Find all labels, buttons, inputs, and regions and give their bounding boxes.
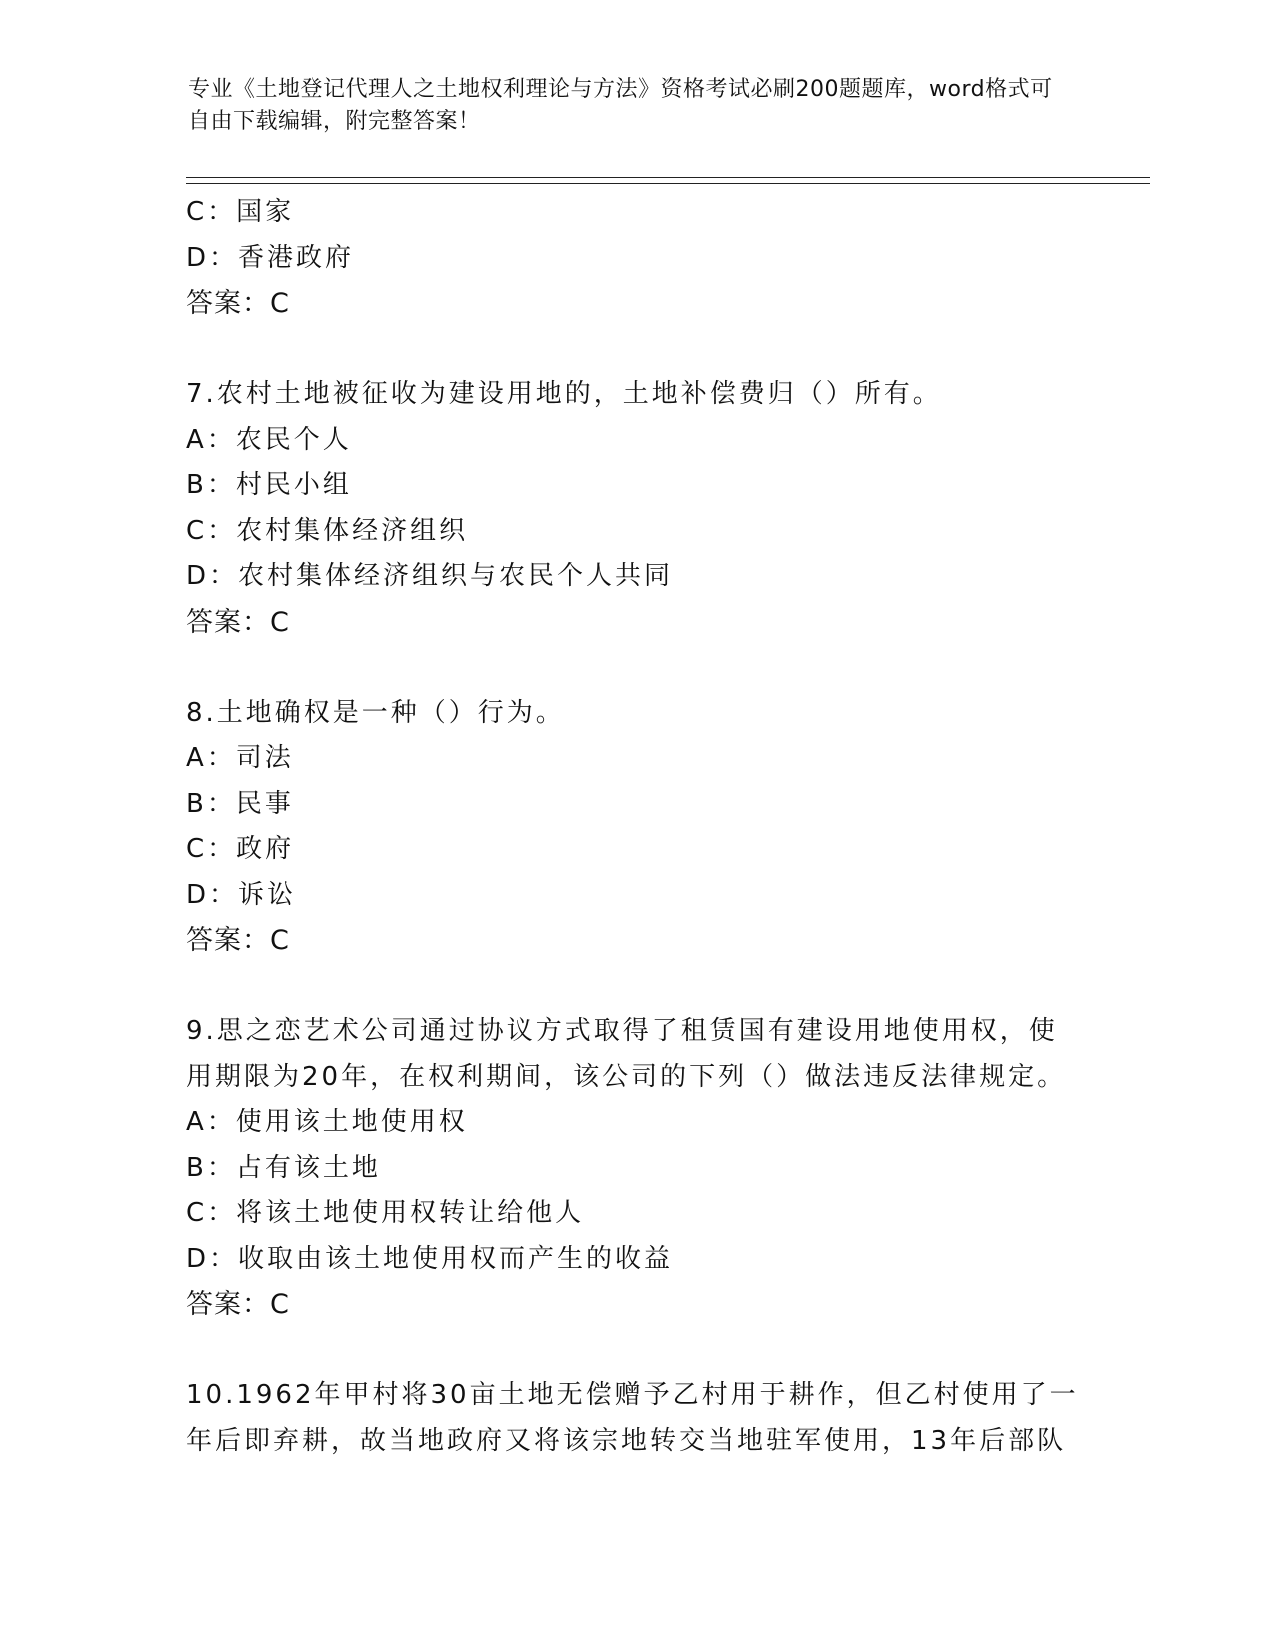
question-9-option-d: D：收取由该土地使用权而产生的收益 [186,1243,674,1274]
question-7-answer: 答案：C [186,606,290,638]
question-9-text-line-2: 用期限为20年，在权利期间，该公司的下列（）做法违反法律规定。 [186,1061,1067,1092]
question-8-option-d: D：诉讼 [186,879,297,910]
question-8-text: 8.土地确权是一种（）行为。 [186,697,565,728]
question-7-text: 7.农村土地被征收为建设用地的，土地补偿费归（）所有。 [186,379,942,409]
question-8-option-a: A：司法 [186,743,294,773]
spacer [186,964,1086,1010]
document-header: 专业《土地登记代理人之土地权利理论与方法》资格考试必刷200题题库，word格式可自由下载编辑，附完整答案！ [188,77,1053,134]
question-7-option-b: B：村民小组 [186,470,352,500]
spacer [186,1328,1086,1374]
question-9-option-a: A：使用该土地使用权 [186,1107,468,1137]
question-9-answer: 答案：C [186,1289,290,1320]
question-9-text-line-1: 9.思之恋艺术公司通过协议方式取得了租赁国有建设用地使用权，使 [186,1016,1058,1046]
question-8-option-b: B：民事 [186,788,294,819]
question-9-option-b: B：占有该土地 [186,1152,381,1183]
option-d: D：香港政府 [186,242,355,273]
header-divider-top [186,177,1150,178]
question-9-option-c: C：将该土地使用权转让给他人 [186,1198,585,1228]
spacer [186,645,1086,691]
header-divider-bottom [186,183,1150,184]
question-7-option-a: A：农民个人 [186,424,352,455]
question-10-text-line-2: 年后即弃耕，故当地政府又将该宗地转交当地驻军使用，13年后部队 [186,1425,1067,1456]
option-c: C：国家 [186,197,295,227]
question-list [186,190,1086,1464]
question-7-option-c: C：农村集体经济组织 [186,515,469,546]
answer: 答案：C [186,288,290,319]
question-7-option-d: D：农村集体经济组织与农民个人共同 [186,561,674,591]
question-8-option-c: C：政府 [186,834,295,864]
question-10-text-line-1: 10.1962年甲村将30亩土地无偿赠予乙村用于耕作，但乙村使用了一 [186,1380,1079,1410]
spacer [186,327,1086,373]
question-8-answer: 答案：C [186,925,290,956]
